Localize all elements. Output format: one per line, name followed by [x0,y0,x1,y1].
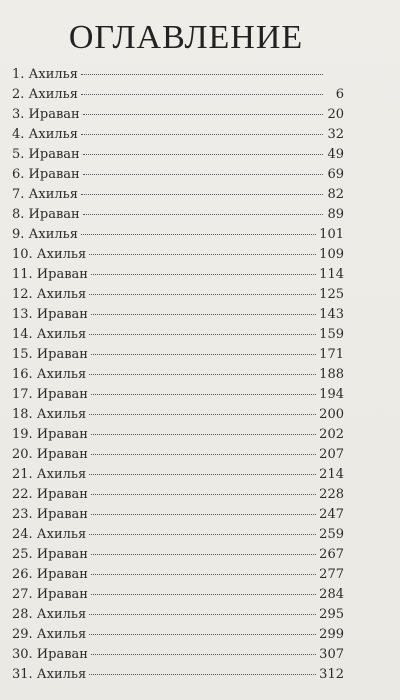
toc-dot-leader [81,74,323,75]
toc-entry [12,185,344,205]
toc-dot-leader [89,534,316,535]
page-title: ОГЛАВЛЕНИЕ [68,19,304,56]
toc-dot-leader [89,294,316,295]
toc-entry [12,305,344,325]
toc-dot-leader [91,574,316,575]
toc-entry [12,405,344,425]
toc-entry-page-number: 228 [319,487,344,502]
toc-entry [12,245,344,265]
toc-entry [12,605,344,625]
toc-entry [12,465,344,485]
toc-dot-leader [89,414,316,415]
toc-entry [12,85,344,105]
toc-entry [12,285,344,305]
toc-entry [12,625,344,645]
toc-dot-leader [81,134,323,135]
toc-dot-leader [81,234,316,235]
toc-dot-leader [91,314,316,315]
toc-entry-label: 7. Ахилья [12,187,78,202]
toc-entry-page-number: 20 [327,107,344,122]
toc-entry-label: 9. Ахилья [12,227,78,242]
toc-entry [12,365,344,385]
toc-entry-label: 22. Ираван [12,487,88,502]
toc-entry [12,125,344,145]
toc-entry-page-number: 159 [319,327,344,342]
toc-dot-leader [91,514,316,515]
toc-entry-page-number: 194 [319,387,344,402]
toc-entry-label: 3. Ираван [12,107,80,122]
toc-entry-label: 28. Ахилья [12,607,87,622]
toc-entry [12,165,344,185]
toc-entry-label: 19. Ираван [12,427,88,442]
toc-dot-leader [89,614,316,615]
toc-entry-label: 11. Ираван [12,267,88,282]
toc-entry-page-number: 202 [319,427,344,442]
toc-entry-label: 4. Ахилья [12,127,78,142]
toc-entry-page-number: 214 [319,467,344,482]
toc-dot-leader [91,594,316,595]
toc-entry-label: 25. Ираван [12,547,88,562]
toc-entry-page-number: 299 [319,627,344,642]
toc-dot-leader [91,554,316,555]
toc-dot-leader [83,154,323,155]
toc-dot-leader [91,274,316,275]
toc-dot-leader [89,374,316,375]
toc-entry-page-number: 267 [319,547,344,562]
toc-entry-page-number: 259 [319,527,344,542]
toc-entry [12,425,344,445]
toc-entry-label: 26. Ираван [12,567,88,582]
toc-entry-page-number: 6 [335,87,344,102]
toc-entry-label: 31. Ахилья [12,667,87,682]
toc-entry-page-number: 125 [319,287,344,302]
toc-entry-label: 5. Ираван [12,147,80,162]
toc-dot-leader [91,394,316,395]
toc-entry [12,525,344,545]
toc-dot-leader [91,434,316,435]
toc-entry-page-number: 49 [327,147,344,162]
toc-entry [12,545,344,565]
toc-dot-leader [91,454,316,455]
toc-dot-leader [83,214,323,215]
toc-entry-page-number: 295 [319,607,344,622]
toc-entry-page-number: 114 [319,267,344,282]
toc-entry [12,65,344,85]
toc-dot-leader [89,474,316,475]
toc-entry-label: 10. Ахилья [12,247,87,262]
toc-dot-leader [89,254,316,255]
toc-dot-leader [83,174,323,175]
toc-entry-label: 24. Ахилья [12,527,87,542]
toc-entry [12,205,344,225]
toc-entry-label: 30. Ираван [12,647,88,662]
table-of-contents [12,65,344,685]
toc-entry-label: 18. Ахилья [12,407,87,422]
toc-entry-label: 8. Ираван [12,207,80,222]
toc-entry-label: 15. Ираван [12,347,88,362]
toc-entry-page-number: 207 [319,447,344,462]
toc-entry [12,225,344,245]
toc-entry [12,505,344,525]
toc-dot-leader [81,194,323,195]
toc-dot-leader [91,354,316,355]
toc-entry-page-number: 188 [319,367,344,382]
toc-entry-page-number: 101 [319,227,344,242]
toc-entry-label: 12. Ахилья [12,287,87,302]
toc-entry [12,445,344,465]
toc-entry-page-number: 171 [319,347,344,362]
toc-dot-leader [91,654,316,655]
toc-entry-label: 6. Ираван [12,167,80,182]
toc-entry [12,325,344,345]
toc-dot-leader [91,494,316,495]
toc-entry-label: 16. Ахилья [12,367,87,382]
toc-entry-page-number: 247 [319,507,344,522]
toc-entry-page-number: 307 [319,647,344,662]
toc-entry-label: 2. Ахилья [12,87,78,102]
toc-entry [12,585,344,605]
toc-entry-label: 17. Ираван [12,387,88,402]
toc-entry [12,105,344,125]
toc-dot-leader [83,114,323,115]
toc-entry-page-number: 82 [327,187,344,202]
toc-entry-label: 21. Ахилья [12,467,87,482]
toc-entry-page-number: 200 [319,407,344,422]
toc-entry [12,485,344,505]
toc-entry-page-number: 89 [327,207,344,222]
toc-entry-label: 1. Ахилья [12,67,78,82]
toc-dot-leader [89,674,316,675]
toc-entry-page-number: 284 [319,587,344,602]
toc-dot-leader [89,634,316,635]
toc-entry-page-number: 277 [319,567,344,582]
toc-entry-page-number: 32 [327,127,344,142]
toc-entry [12,265,344,285]
toc-entry [12,145,344,165]
toc-entry-page-number: 69 [327,167,344,182]
toc-entry-label: 27. Ираван [12,587,88,602]
toc-entry-label: 20. Ираван [12,447,88,462]
toc-entry [12,565,344,585]
toc-entry-label: 29. Ахилья [12,627,87,642]
toc-entry [12,385,344,405]
toc-entry-page-number: 109 [319,247,344,262]
toc-dot-leader [81,94,323,95]
toc-entry-page-number: 312 [319,667,344,682]
toc-entry-label: 13. Ираван [12,307,88,322]
toc-entry [12,665,344,685]
toc-entry [12,645,344,665]
toc-entry [12,345,344,365]
toc-entry-page-number: 143 [319,307,344,322]
toc-entry-label: 14. Ахилья [12,327,87,342]
toc-dot-leader [89,334,316,335]
toc-entry-label: 23. Ираван [12,507,88,522]
